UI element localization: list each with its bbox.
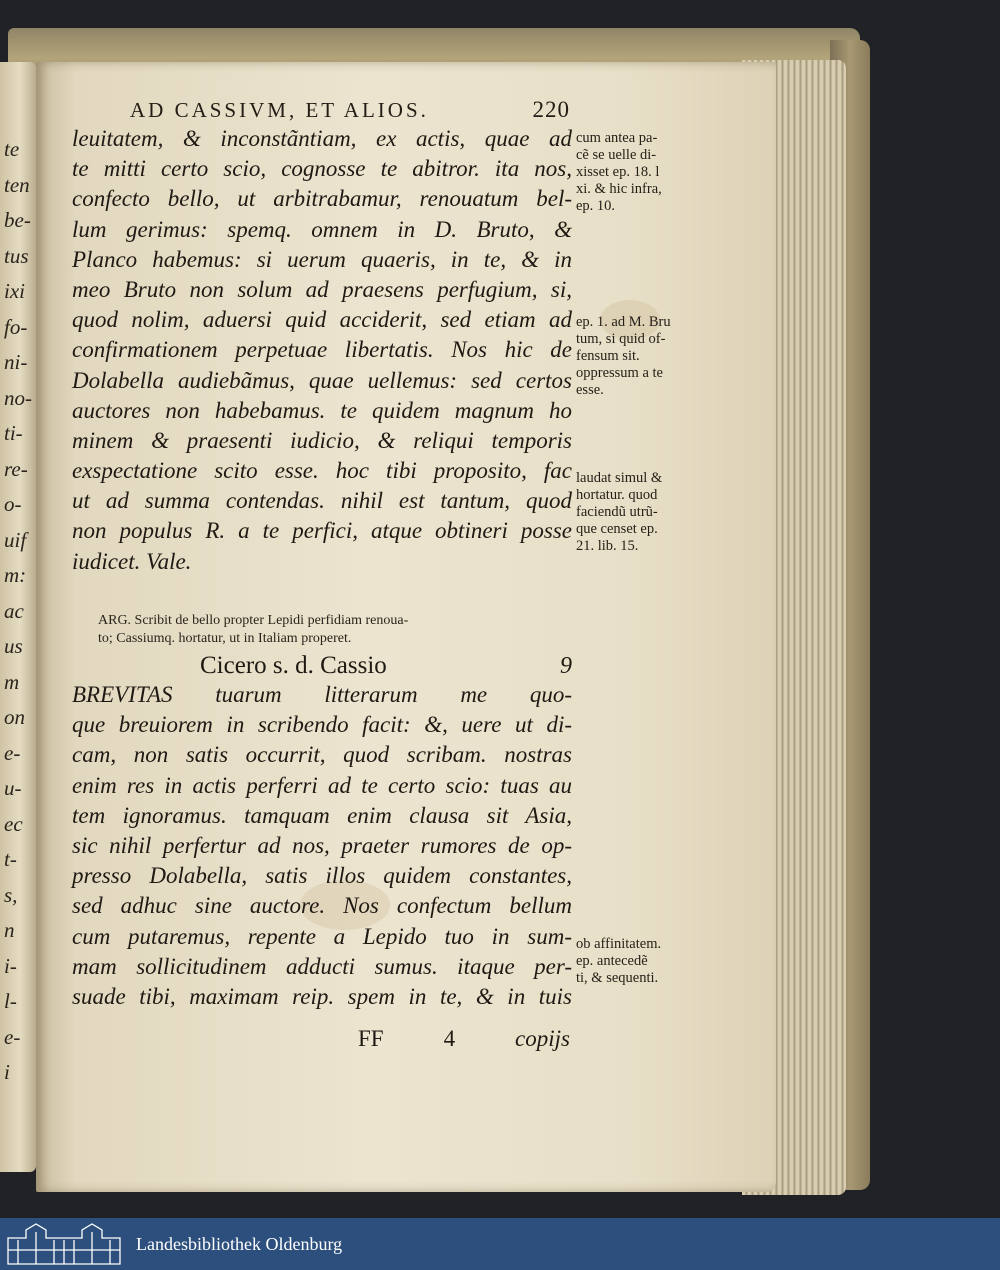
text-line: exspectatione scito esse. hoc tibi proposito, fac — [72, 458, 572, 484]
margin-note-4 — [576, 936, 716, 987]
facing-page-text-fragment: no- — [4, 385, 32, 410]
facing-page-text-fragment: m: — [4, 563, 27, 587]
text-line: confirmationem perpetuae libertatis. Nos hic de — [72, 337, 572, 363]
facing-page-text-fragment: ac — [4, 598, 24, 623]
margin-note-line: fensum sit. — [576, 348, 640, 364]
margin-note-line: que censet ep. — [576, 521, 658, 537]
text-line: Planco habemus: si uerum quaeris, in te, & in — [72, 246, 572, 272]
facing-page-text-fragment: ni- — [4, 350, 28, 374]
margin-note-line: xi. & hic infra, — [576, 181, 662, 197]
text-line: lum gerimus: spemq. omnem in D. Bruto, & — [72, 216, 572, 242]
facing-page-text-fragment: re- — [4, 456, 28, 481]
margin-note-1 — [576, 130, 716, 215]
facing-page-text-fragment: u- — [4, 776, 22, 800]
letter-heading-text: Cicero s. d. Cassio — [200, 652, 387, 679]
library-name: Landesbibliothek Oldenburg — [136, 1233, 343, 1254]
margin-note-line: ep. 1. ad M. Bru — [576, 314, 671, 330]
margin-note-line: oppressum a te — [576, 365, 663, 381]
margin-note-line: faciendũ utrũ- — [576, 504, 658, 520]
text-line: confecto bello, ut arbitrabamur, renouatum bel- — [72, 186, 572, 212]
facing-page-text-fragment: s, — [4, 882, 18, 907]
facing-page-text-fragment: e- — [4, 740, 21, 765]
margin-note-line: cum antea pa- — [576, 130, 658, 146]
footer-bar — [0, 1218, 1000, 1270]
signature-line — [358, 1026, 570, 1052]
facing-page-text-fragment: t- — [4, 847, 17, 871]
facing-page-fragment — [0, 62, 36, 1172]
text-line: sic nihil perfertur ad nos, praeter rumores de op- — [72, 832, 572, 858]
text-line: cum putaremus, repente a Lepido tuo in sum- — [72, 923, 572, 949]
text-line: ut ad summa contendas. nihil est tantum, quod — [72, 488, 572, 514]
margin-note-line: hortatur. quod — [576, 487, 658, 503]
text-line: que breuiorem in scribendo facit: &, uere ut di- — [72, 712, 572, 738]
text-line: cam, non satis occurrit, quod scribam. nostras — [72, 742, 572, 768]
facing-page-text-fragment: o- — [4, 492, 22, 516]
facing-page-text-fragment: be- — [4, 208, 31, 232]
margin-note-line: tum, si quid of- — [576, 331, 666, 347]
facing-page-text-fragment: te — [4, 137, 20, 161]
text-line: non populus R. a te perfici, atque obtineri posse — [72, 518, 572, 544]
margin-note-line: ti, & sequenti. — [576, 970, 659, 986]
text-line: auctores non habebamus. te quidem magnum ho — [72, 397, 572, 423]
catchword: copijs — [515, 1026, 570, 1051]
facing-page-text-fragment: n — [4, 918, 15, 942]
facing-page-text-fragment: ixi — [4, 279, 25, 303]
margin-note-line: xisset ep. 18. l — [576, 164, 660, 180]
facing-page-text-fragment: ti- — [4, 421, 23, 445]
facing-page-text-fragment: on — [4, 705, 25, 729]
text-line: suade tibi, maximam reip. spem in te, & in tuis — [72, 983, 572, 1009]
text-line: presso Dolabella, satis illos quidem constantes, — [72, 863, 572, 889]
margin-note-line: ob affinitatem. — [576, 936, 662, 952]
facing-page-text-fragment: uif — [4, 527, 27, 552]
margin-note-2 — [576, 314, 716, 399]
facing-page-text-fragment: i- — [4, 953, 17, 978]
facing-page-text-fragment: i — [4, 1060, 10, 1084]
text-line: tem ignoramus. tamquam enim clausa sit Asia, — [72, 802, 572, 828]
text-block-lower — [72, 680, 572, 1012]
text-line: enim res in actis perferri ad te certo scio: tuas au — [72, 772, 572, 798]
facing-page-text-fragment: tus — [4, 243, 29, 268]
text-line: te mitti certo scio, cognosse te abitror. ita nos, — [72, 156, 572, 182]
argument-line: to; Cassiumq. hortatur, ut in Italiam properet. — [98, 631, 352, 646]
text-line: BREVITAS tuarum litterarum me quo- — [72, 682, 572, 707]
facing-page-text-fragment: fo- — [4, 314, 28, 339]
text-line: mam sollicitudinem adducti sumus. itaque per- — [72, 953, 572, 979]
text-line: iudicet. Vale. — [72, 548, 192, 574]
text-line: Dolabella audiebãmus, quae uellemus: sed certos — [72, 367, 572, 393]
text-line: leuitatem, & inconstãntiam, ex actis, quae ad — [72, 126, 572, 151]
facing-page-text-fragment: ec — [4, 811, 23, 836]
argument-line: ARG. Scribit de bello propter Lepidi perfidiam renoua- — [98, 613, 409, 628]
running-title: AD CASSIVM, ET ALIOS. — [130, 98, 429, 122]
margin-note-line: cẽ se uelle di- — [576, 147, 657, 163]
margin-note-line: laudat simul & — [576, 470, 663, 486]
text-line: quod nolim, aduersi quid acciderit, sed etiam ad — [72, 307, 572, 333]
facing-page-text-fragment: l- — [4, 989, 17, 1013]
library-building-logo — [4, 1222, 124, 1266]
letter-heading — [200, 652, 572, 680]
text-block-upper — [72, 124, 572, 577]
facing-page-text-fragment: us — [4, 634, 23, 658]
running-head — [130, 97, 570, 123]
signature-mark: FF — [358, 1026, 384, 1051]
margin-note-line: ep. 10. — [576, 198, 616, 214]
signature-number: 4 — [443, 1026, 456, 1051]
letter-number: 9 — [560, 653, 572, 679]
margin-note-3 — [576, 470, 716, 555]
facing-page-text-fragment: ten — [4, 172, 30, 197]
margin-note-line: 21. lib. 15. — [576, 538, 639, 554]
text-line: meo Bruto non solum ad praesens perfugium, si, — [72, 276, 572, 302]
page-number: 220 — [532, 97, 570, 122]
margin-note-line: ep. antecedẽ — [576, 953, 648, 969]
text-line: sed adhuc sine auctore. Nos confectum bellum — [72, 893, 572, 919]
text-line: minem & praesenti iudicio, & reliqui temporis — [72, 427, 572, 453]
facing-page-text-fragment: e- — [4, 1024, 21, 1049]
facing-page-text-fragment: m — [4, 669, 20, 694]
letter-argument — [98, 612, 576, 648]
margin-note-line: esse. — [576, 382, 604, 398]
